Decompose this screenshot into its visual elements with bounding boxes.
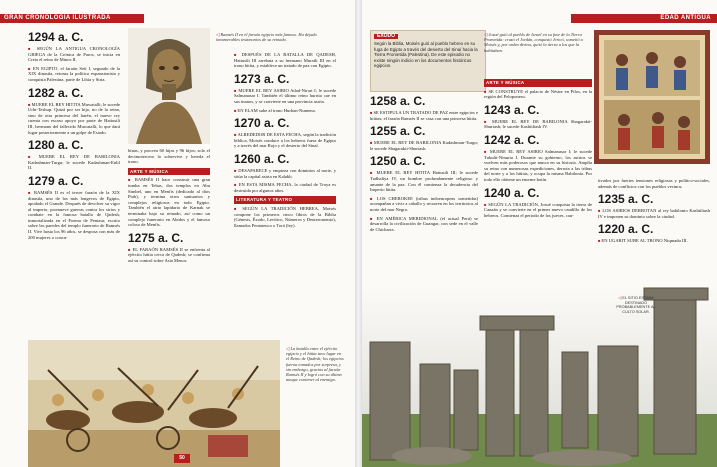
chronology-entry: ■ MUERE EL REY DE BABILONIA Shagarakti-Shuriash; le sucede Kashtiliash IV.	[484, 119, 592, 130]
chronology-entry: ■ LOS ASIRIOS DERROTAN al rey babilonio Kashtiliash IV e imponen su dominio sobre la ciudad.	[598, 208, 710, 219]
chronology-entry: ■ EN ELAM sube al trono Hurban-Numena.	[234, 108, 336, 114]
year-heading: 1235 a. C.	[598, 192, 654, 207]
left-column-1	[28, 30, 120, 243]
ramses-statue-image	[128, 28, 210, 144]
year-heading: 1270 a. C.	[234, 116, 290, 131]
chronology-entry: ■ MUERE EL REY HITITA Muwatalli; le sucede Urhi-Teshup. Quizá por ser hijo, no de la reina, sino de otra princesa del harén, el nuevo rey cuenta con escaso apoyo por parte de Hattusili III, hermano del fallecido Muwatalli, lo que dará lugar posteriormente a un golpe de Estado.	[28, 102, 120, 136]
chronology-entry: ■ MUERE EL REY ASIRIO Salmanasar I; le sucede Tukulti-Ninurta I. Durante su gobierno, los asirios se vuelven más poderosos que nunca en su historia. Amplía su reino con numerosas expediciones, derrota a las tribus del norte y a los hititas, y ocupa la misma Babilonia. Por todo ello obtiene un enorme botín.	[484, 149, 592, 183]
exodus-box-text: Según la Biblia, Moisés guió al pueblo hebreo en su fuga de Egipto a través del desierto del Sinaí hacia la Tierra Prometida (Palestina). De este episodio no existe ningún indicio en los documentos históricos egipcios.	[374, 41, 478, 69]
chronology-entry: ■ SE ESTIPULA UN TRATADO DE PAZ entre egipcios e hititas; el faraón Ramsés II se casa con una princesa hitita.	[370, 110, 478, 121]
joshua-manuscript-image	[594, 30, 710, 164]
year-heading: 1279 a. C.	[28, 173, 84, 188]
book-gutter	[355, 0, 362, 467]
chronology-entry: ■ ALREDEDOR DE ESTA FECHA, según la tradición bíblica, Moisés conduce a los hebreos fuera de Egipto y a través del mar Rojo y el desierto del Sinaí.	[234, 132, 336, 149]
chronology-entry: ■ LOS CHEROKEE (tribus indoeuropeas sometidas) acompañan a vivir a caballo y recurren en los territorios al norte del mar Negro.	[370, 196, 478, 213]
year-heading: 1242 a. C.	[484, 132, 540, 147]
year-heading: 1243 a. C.	[484, 102, 540, 117]
ramses-statue-illustration	[128, 28, 210, 144]
page-number: 50	[174, 454, 190, 463]
year-heading: 1294 a. C.	[28, 30, 84, 44]
continued-text: tivados por fuertes tensiones religiosas y político-sociales, además de conflictos con los pueblos vecinos.	[598, 178, 710, 189]
right-running-header: EDAD ANTIGUA	[571, 14, 717, 23]
chronology-entry: ■ MUERE EL REY DE BABILONIA Kadashman-Turgu; le sucede Kadashman-Enlil II.	[28, 154, 120, 171]
battle-caption: ◁ La batalla entre el ejército egipcio y el hitita tuvo lugar en el Reino de Qadesh; los egipcios fueron tomados por sorpresa, y sin embargo, gracias al faraón Ramsés II y logró con su último ataque contener al enemigo.	[286, 346, 344, 382]
stonehenge-label: ◁ EL SITIO ESTABA DESTINADO PROBABLEMENTE AL CULTO SOLAR.	[614, 296, 658, 314]
year-heading: 1220 a. C.	[598, 222, 654, 237]
chronology-entry: ■ EN AMÉRICA MERIDIONAL (el actual Perú) se desarrolla la civilización de Guangar, con sede en el valle de Chicbarra.	[370, 216, 478, 233]
left-page	[0, 0, 355, 467]
continued-text: binas, y procrea 60 hijas y 96 hijos; solo el decimotercero lo sobrevive y hereda el trono.	[128, 148, 210, 165]
battle-of-qadesh-image	[28, 340, 280, 467]
right-column-2	[484, 76, 592, 221]
section-heading: ARTE Y MÚSICA	[128, 168, 210, 176]
chronology-entry: ■ MUERE EL REY HITITA Hattusili III; le sucede Tudhaliya IV, un hombre profundamente religioso y amante de la paz. Con él comienza la decadencia del Imperio hitita.	[370, 170, 478, 192]
chronology-entry: ■ SEGÚN LA TRADICIÓN, Josué conquista la tierra de Canaán y se convierte en el primer nuevo caudillo de los hebreos. Comienza el periodo de los jueces, cau-	[484, 202, 592, 219]
chronology-entry: ■ DESPUÉS DE LA BATALLA DE QADESH, Hattusili III arrebata a su hermano Muratli III en el trono hitita, y establece un tratado de paz con Egipto.	[234, 52, 336, 69]
chronology-entry: ■ DESAPARECE y empieza con dominios al norte, y sitúa la capital asiria en Kalakh.	[234, 168, 336, 179]
stonehenge-image	[362, 286, 717, 467]
chronology-entry: ■ MUERE EL REY DE BABILONIA Kadashman-Turgu; le sucede Shagarakti-Shuriash.	[370, 140, 478, 151]
stonehenge-illustration	[362, 286, 717, 467]
right-column-3	[598, 178, 710, 247]
right-page	[362, 0, 717, 467]
year-heading: 1275 a. C.	[128, 230, 184, 245]
year-heading: 1280 a. C.	[28, 138, 84, 153]
exodus-box	[370, 30, 486, 92]
manuscript-caption: ◁ Josué guió al pueblo de Israel en su fase de la Tierra Prometida: cruzó el Jordán, conquistó Jericó, sometió a Moisés y, por orden divina, quitó la tierra a los que la habitaban.	[484, 32, 588, 53]
right-column-1	[370, 94, 478, 235]
year-heading: 1258 a. C.	[370, 94, 426, 108]
year-heading: 1282 a. C.	[28, 85, 84, 100]
year-heading: 1255 a. C.	[370, 124, 426, 139]
left-running-header: GRAN CRONOLOGÍA ILUSTRADA	[0, 14, 144, 23]
year-heading: 1240 a. C.	[484, 185, 540, 200]
chronology-entry: ■ SEGÚN LA TRADICIÓN HEBREA, Moisés compone los primeros cinco libros de la Biblia (Génesis, Éxodo, Levítico, Números y Deuteronomio), llamados Pentateuco o Torá (ley).	[234, 206, 336, 228]
statue-caption: ◁ Ramsés II en el faraón egipcio más famoso. Ha dejado innumerables testimonios de su reinado.	[216, 32, 336, 42]
chronology-entry: ■ EN UGARIT SUBE AL TRONO Niqmadu III.	[598, 238, 710, 244]
exodus-box-title: ÉXODO	[374, 34, 398, 39]
chronology-entry: ■ EN EGIPTO, el faraón Setí I, segundo de la XIX dinastía, retoma la política expansionista y conquista Palestina, parte de Libia y Siria.	[28, 66, 120, 83]
battle-illustration	[28, 340, 280, 467]
section-heading: LITERATURA Y TEATRO	[234, 196, 336, 204]
chronology-entry: ■ RAMSÉS II es el tercer faraón de la XIX dinastía, uno de los más longevos de Egipto, apodado el Grande. Después de devolver su vigor al imperio, promueve guerras contra los sirios y combate en la famosa batalla de Qadesh, inmortalizada en el Poema de Pentaur, escrito sobre las paredes del templo funerario de Ramsés II. Vive hasta los 96 años, se desposa con más de 200 mujeres o concu-	[28, 190, 120, 240]
year-heading: 1250 a. C.	[370, 154, 426, 169]
chronology-entry: ■ MUERE EL REY ASIRIO Adad-Nirari I; le sucede Salmanasar I. También el último reino hurrita cae en sus manos, y se convierte en una provincia asiria.	[234, 88, 336, 105]
chronology-entry: ■ SE CONSTRUYE el palacio de Néstor en Pilos, en la región del Peloponeso.	[484, 89, 592, 100]
year-heading: 1273 a. C.	[234, 71, 290, 86]
chronology-entry: ■ RAMSÉS II hace construir una gran tumba en Tebas, dos templos en Abu Simbel, uno en Menfis (dedicado al dios Ptah), y termina otros santuarios y complejos religiosos en todo Egipto. También el atrio lapidario de Karnak se terminaba bajo su reinado, así como un complejo funerario en Abidos y el famoso coloso de Menfis.	[128, 177, 210, 227]
left-column-3	[234, 52, 336, 231]
year-heading: 1260 a. C.	[234, 151, 290, 166]
left-column-2	[128, 148, 210, 267]
chronology-entry: ■ EN ESTA MISMA FECHA, la ciudad de Troya es destruida por algunos años.	[234, 182, 336, 193]
manuscript-illustration	[594, 30, 710, 164]
chronology-entry: ■ EL FARAÓN RAMSÉS II se enfrenta al ejército hitita cerca de Qadesh; se confirma así su control sobre Asia Menor.	[128, 247, 210, 264]
chronology-entry: ■ SEGÚN LA ANTIGUA CRONOLOGÍA GRIEGA de la Crónica de Paros, se inicia en Creta el reino de Minos II.	[28, 46, 120, 63]
section-heading: ARTE Y MÚSICA	[484, 79, 592, 87]
